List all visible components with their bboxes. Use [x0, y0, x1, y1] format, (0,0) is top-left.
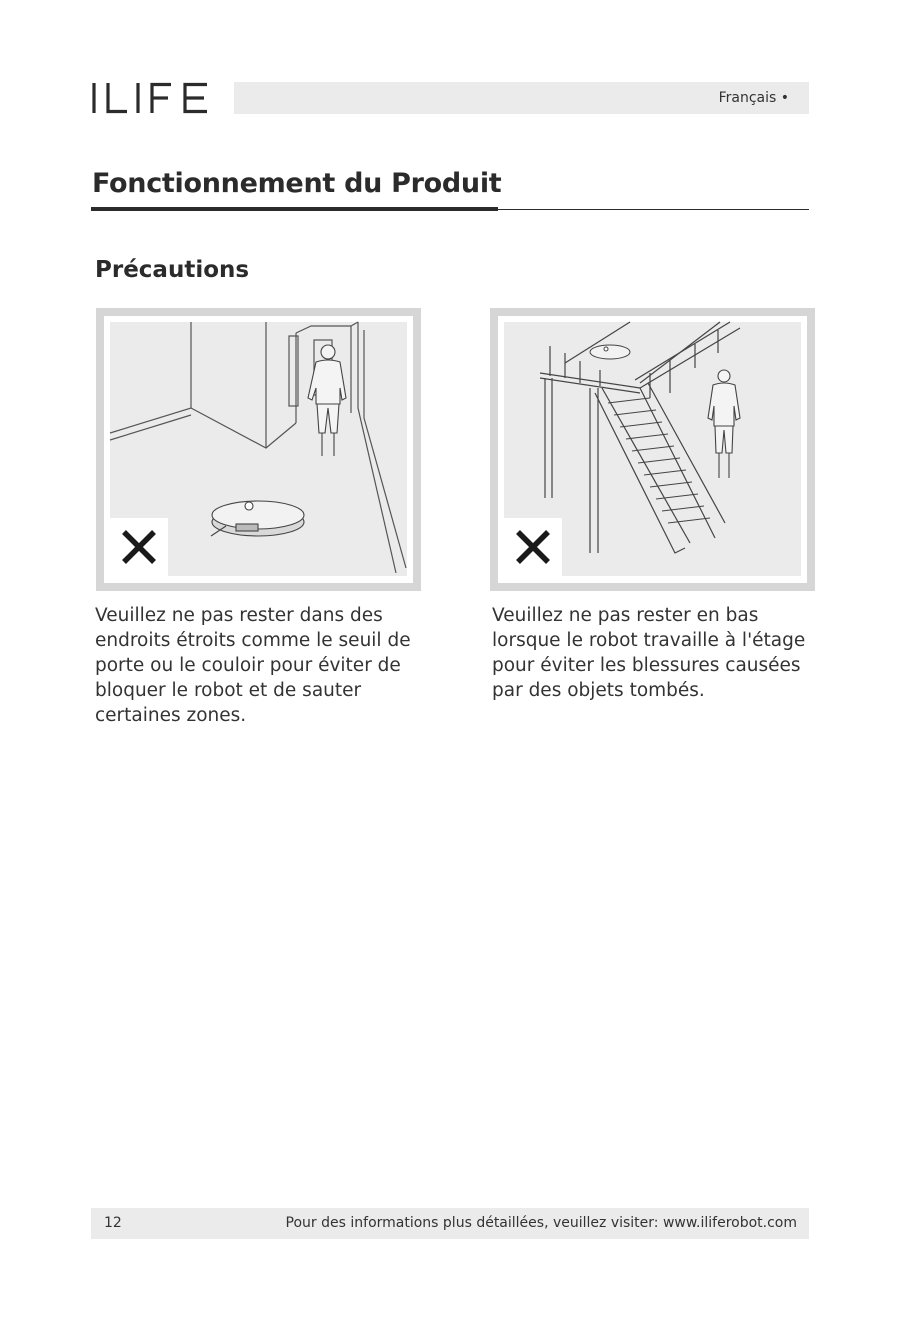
- hallway-illustration: [96, 308, 421, 591]
- caption-left: Veuillez ne pas rester dans des endroits étroits comme le seuil de porte ou le couloir pour éviter de bloquer le robot et de sauter certaines zones.: [95, 605, 411, 726]
- section-title: Précautions: [95, 257, 250, 283]
- stairs-illustration: [490, 308, 815, 591]
- ilife-logo: [91, 80, 211, 116]
- language-bar: [234, 82, 809, 114]
- stairs-drawing: [490, 308, 815, 591]
- page-title: Fonctionnement du Produit: [92, 168, 502, 199]
- footer-info: Pour des informations plus détaillées, veuillez visiter: www.iliferobot.com: [285, 1215, 797, 1231]
- caption-right: Veuillez ne pas rester en bas lorsque le robot travaille à l'étage pour éviter les blessures causées par des objets tombés.: [492, 605, 806, 701]
- page-number: 12: [104, 1215, 122, 1231]
- hallway-drawing: [96, 308, 421, 591]
- language-label: Français •: [718, 90, 789, 106]
- page-footer: [91, 1208, 809, 1239]
- title-underline: [91, 207, 498, 211]
